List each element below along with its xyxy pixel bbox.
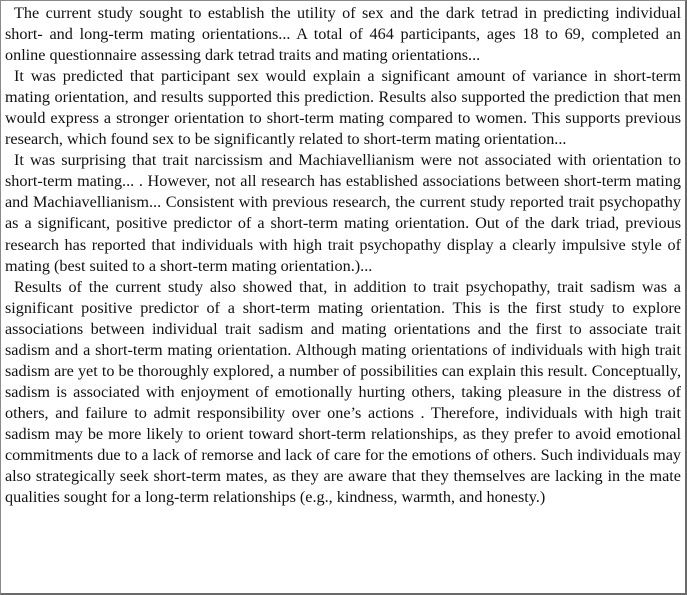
paragraph-study-overview: The current study sought to establish the utility of sex and the dark tetrad in predicting individual short- and long-term mating orientations... A total of 464 participants, ages 18 to 69, completed an online questionnaire assessing dark tetrad traits and mating orientations... [5, 4, 681, 65]
document-body [5, 3, 681, 508]
paragraph-sadism-findings: Results of the current study also showed that, in addition to trait psychopathy, trait sadism was a significant positive predictor of a short-term mating orientation. This is the first study to explore associations between individual trait sadism and mating orientations and the first to associate trait sadism and a short-term mating orientation. Although mating orientations of individuals with high trait sadism are yet to be thoroughly explored, a number of possibilities can explain this result. Conceptually, sadism is associated with enjoyment of emotionally hurting others, taking pleasure in the distress of others, and failure to admit responsibility over one’s actions . Therefore, individuals with high trait sadism may be more likely to orient toward short-term relationships, as they prefer to avoid emotional commitments due to a lack of remorse and lack of care for the emotions of others. Such individuals may also strategically seek short-term mates, as they are aware that they themselves are lacking in the mate qualities sought for a long-term relationships (e.g., kindness, warmth, and honesty.) [5, 277, 681, 507]
paragraph-dark-triad-findings: It was surprising that trait narcissism and Machiavellianism were not associated with orientation to short-term mating... . However, not all research has established associations between short-term mating and Machiavellianism... Consistent with previous research, the current study reported trait psychopathy as a significant, positive predictor of a short-term mating orientation. Out of the dark triad, previous research has reported that individuals with high trait psychopathy display a clearly impulsive style of mating (best suited to a short-term mating orientation.)... [5, 151, 681, 275]
paragraph-sex-prediction: It was predicted that participant sex would explain a significant amount of variance in short-term mating orientation, and results supported this prediction. Results also supported the prediction that men would express a stronger orientation to short-term mating compared to women. This supports previous research, which found sex to be significantly related to short-term mating orientation... [5, 67, 681, 149]
